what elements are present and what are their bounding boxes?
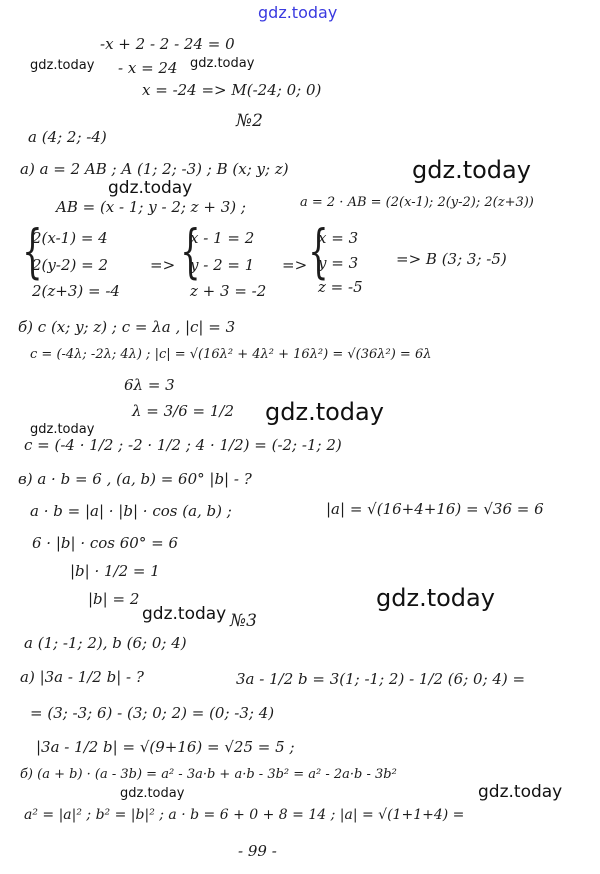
part-b-line: б) (a + b) · (a - 3b) = a² - 3a·b + a·b - 3b² = a² - 2a·b - 3b² [20, 767, 397, 782]
system-equation: 2(x-1) = 4 [32, 229, 108, 247]
watermark: gdz.today [30, 422, 95, 437]
watermark: gdz.today [108, 178, 193, 198]
watermark: gdz.today [265, 398, 384, 426]
equation-line: -x + 2 - 2 - 24 = 0 [100, 35, 235, 53]
problem-number: №3 [230, 611, 257, 631]
system-brace: { [308, 217, 329, 285]
implies-arrow: => [282, 256, 308, 274]
equation-line: = (3; -3; 6) - (3; 0; 2) = (0; -3; 4) [30, 704, 275, 722]
equation-line: |b| · 1/2 = 1 [70, 562, 160, 580]
part-b-line: б) c (x; y; z) ; c = λa , |c| = 3 [18, 318, 236, 336]
answer-line: => B (3; 3; -5) [396, 250, 507, 268]
equation-line: 6λ = 3 [124, 376, 175, 394]
equation-line: AB = (x - 1; y - 2; z + 3) ; [56, 198, 246, 216]
watermark-top: gdz.today [258, 3, 338, 22]
system-solution: x = 3 [318, 229, 359, 247]
equation-line: x = -24 => M(-24; 0; 0) [142, 81, 322, 99]
given-line: a (4; 2; -4) [28, 128, 107, 146]
equation-line: 3a - 1/2 b = 3(1; -1; 2) - 1/2 (6; 0; 4) = [236, 670, 526, 688]
page-number: - 99 - [238, 842, 277, 860]
equation-line: λ = 3/6 = 1/2 [132, 402, 234, 420]
equation-line: - x = 24 [118, 59, 178, 77]
part-a-line: a) |3a - 1/2 b| - ? [20, 668, 144, 686]
part-c-line: в) a · b = 6 , (a, b) = 60° |b| - ? [18, 470, 252, 488]
watermark: gdz.today [142, 604, 227, 624]
watermark: gdz.today [376, 584, 495, 612]
problem-number: №2 [236, 111, 263, 131]
watermark: gdz.today [30, 58, 95, 73]
watermark: gdz.today [412, 156, 531, 184]
equation-line: |a| = √(16+4+16) = √36 = 6 [326, 500, 544, 518]
system-solution: y = 3 [318, 254, 359, 272]
system-solution: z = -5 [318, 278, 363, 296]
given-line: a (1; -1; 2), b (6; 0; 4) [24, 634, 187, 652]
watermark: gdz.today [190, 56, 255, 71]
part-a-line: a) a = 2 AB ; A (1; 2; -3) ; B (x; y; z) [20, 160, 289, 178]
implies-arrow: => [150, 256, 176, 274]
answer-line: |b| = 2 [88, 590, 140, 608]
equation-line: c = (-4 · 1/2 ; -2 · 1/2 ; 4 · 1/2) = (-2; -1; 2) [24, 436, 342, 454]
system-brace: { [22, 217, 43, 285]
equation-line: a² = |a|² ; b² = |b|² ; a · b = 6 + 0 + 8 = 14 ; |a| = √(1+1+4) = [24, 807, 465, 823]
equation-line: c = (-4λ; -2λ; 4λ) ; |c| = √(16λ² + 4λ² + 16λ²) = √(36λ²) = 6λ [30, 347, 432, 362]
system-equation: y - 2 = 1 [190, 256, 255, 274]
watermark: gdz.today [478, 782, 563, 802]
system-equation: 2(z+3) = -4 [32, 282, 120, 300]
equation-line: a = 2 · AB = (2(x-1); 2(y-2); 2(z+3)) [300, 195, 534, 210]
system-brace: { [180, 217, 201, 285]
system-equation: 2(y-2) = 2 [32, 256, 108, 274]
system-equation: x - 1 = 2 [190, 229, 255, 247]
watermark: gdz.today [120, 786, 185, 801]
system-equation: z + 3 = -2 [190, 282, 267, 300]
equation-line: 6 · |b| · cos 60° = 6 [32, 534, 178, 552]
answer-line: |3a - 1/2 b| = √(9+16) = √25 = 5 ; [36, 738, 295, 756]
equation-line: a · b = |a| · |b| · cos (a, b) ; [30, 502, 232, 520]
